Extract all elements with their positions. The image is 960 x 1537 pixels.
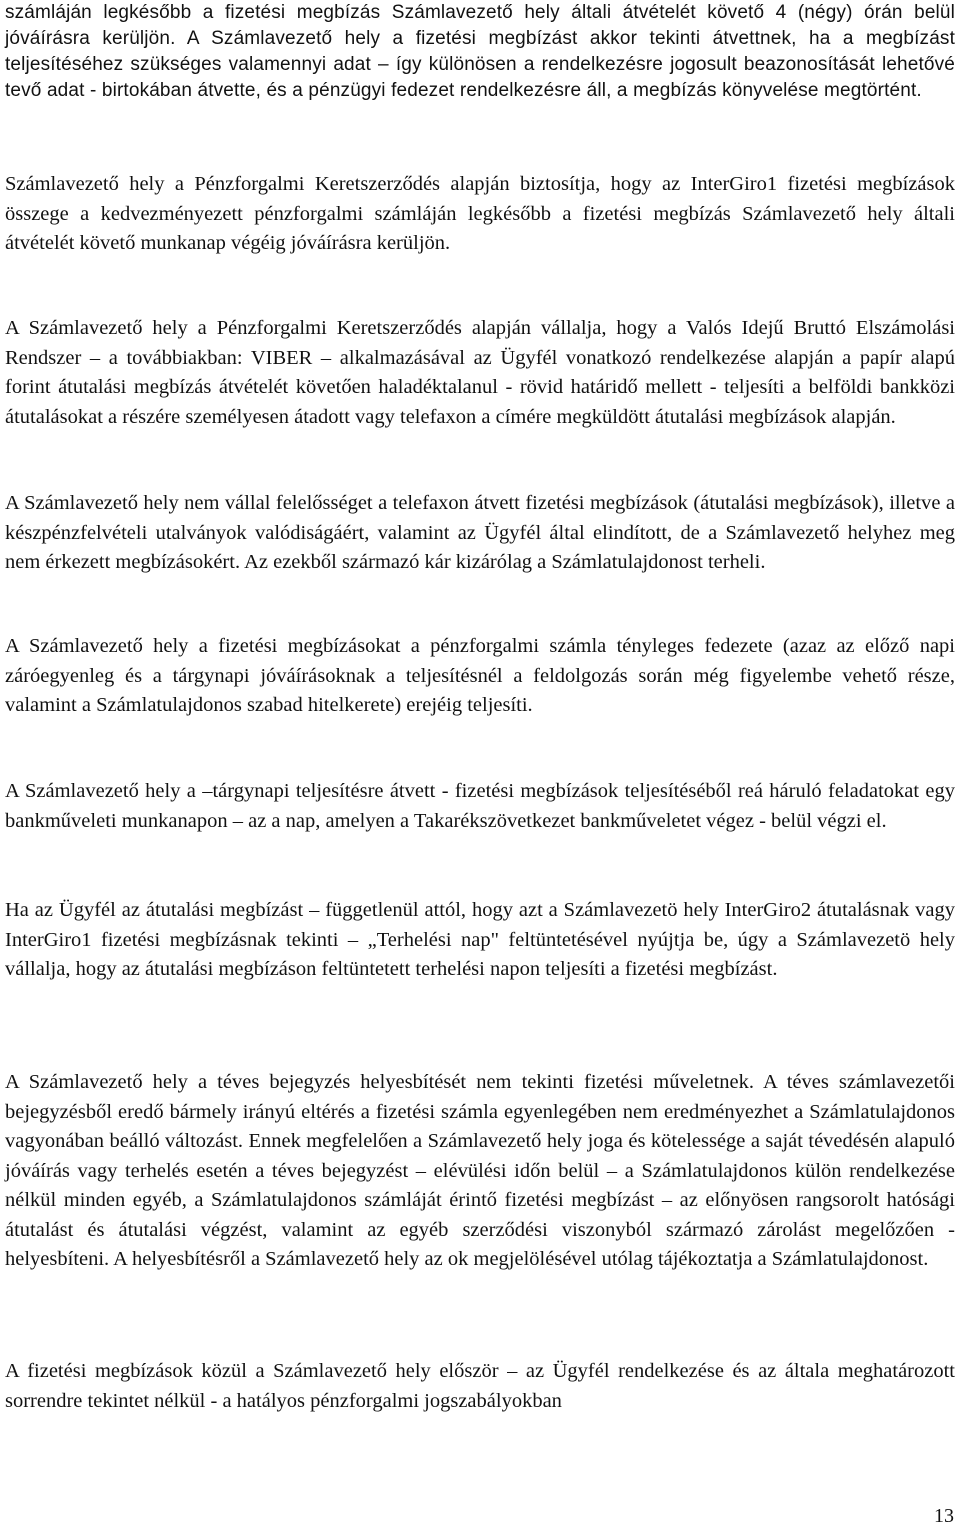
paragraph-transfer-credit-time: számláján legkésőbb a fizetési megbízás Számlavezető hely általi átvételét követő 4 (négy) órán belül jóváírásra kerüljön. A Számlavezető hely a fizetési megbízást akkor tekinti átvettnek, ha a megbízást teljesítéséhez szükséges valamennyi adat – így különösen a rendelkezésre jogosult beazonosítását lehetővé tevő adat - birtokában átvette, és a pénzügyi fedezet rendelkezésre áll, a megbízás könyvelése megtörtént.: [5, 2, 955, 101]
paragraph-fax-liability: A Számlavezető hely nem vállal felelősséget a telefaxon átvett fizetési megbízások (átutalási megbízások), illetve a készpénzfelvételi utalványok valódiságáért, valamint az Ügyfél által elindított, de a Számlavezető helyhez meg nem érkezett megbízásokért. Az ezekből származó kár kizárólag a Számlatulajdonost terheli.: [5, 492, 955, 573]
paragraph-coverage: A Számlavezető hely a fizetési megbízásokat a pénzforgalmi számla tényleges fedezete (azaz az előző napi záróegyenleg és a tárgynapi jóváírásoknak a teljesítésnél a feldolgozás során még figyelembe vehető része, valamint a Számlatulajdonos szabad hitelkerete) erejéig teljesíti.: [5, 635, 955, 716]
paragraph-payment-order-priority: A fizetési megbízások közül a Számlavezető hely először – az Ügyfél rendelkezése és az általa meghatározott sorrendre tekintet nélkül - a hatályos pénzforgalmi jogszabályokban: [5, 1360, 955, 1412]
paragraph-intergiro1-credit: Számlavezető hely a Pénzforgalmi Keretszerződés alapján biztosítja, hogy az InterGiro1 fizetési megbízások összege a kedvezményezett pénzforgalmi számláján legkésőbb a fizetési megbízás Számlavezető hely általi átvételét követő munkanap végéig jóváírásra kerüljön.: [5, 173, 955, 254]
paragraph-viber-transfers: A Számlavezető hely a Pénzforgalmi Keretszerződés alapján vállalja, hogy a Valós Idejű Bruttó Elszámolási Rendszer – a továbbiakban: VIBER – alkalmazásával az Ügyfél vonatkozó rendelkezése alapján a papír alapú forint átutalási megbízás átvételét követően haladéktalanul - rövid határidő mellett - teljesíti a belföldi bankközi átutalásokat a részére személyesen átadott vagy telefaxon a címére megküldött átutalási megbízások alapján.: [5, 317, 955, 428]
paragraph-erroneous-entry: A Számlavezető hely a téves bejegyzés helyesbítését nem tekinti fizetési műveletnek. A téves számlavezetői bejegyzésből eredő bármely irányú eltérés a fizetési számla egyenlegében nem eredményezhet a Számlatulajdonos vagyonában beálló változást. Ennek megfelelően a Számlavezető hely joga és kötelessége a saját tévedésén alapuló jóváírás vagy terhelés esetén a téves bejegyzést – elévülési időn belül – a Számlatulajdonos külön rendelkezése nélkül minden egyéb, a Számlatulajdonos számláját érintő fizetési megbízást – az előnyösen rangsorolt hatósági átutalást és átutalási végzést, valamint az egyéb szerződési viszonyból származó zárolást megelőzően - helyesbíteni. A helyesbítésről a Számlavezető hely az ok megjelölésével utólag tájékoztatja a Számlatulajdonost.: [5, 1071, 955, 1270]
page-number: 13: [934, 1505, 954, 1527]
paragraph-banking-day: A Számlavezető hely a –tárgynapi teljesítésre átvett - fizetési megbízások teljesítéséből reá háruló feladatokat egy bankműveleti munkanapon – az a nap, amelyen a Takarékszövetkezet bankműveletet végez - belül végzi el.: [5, 780, 955, 832]
paragraph-debit-day: Ha az Ügyfél az átutalási megbízást – függetlenül attól, hogy azt a Számlavezetö hely InterGiro2 átutalásnak vagy InterGiro1 fizetési megbízásnak tekinti – „Terhelési nap" feltüntetésével nyújtja be, úgy a Számlavezetö hely vállalja, hogy az átutalási megbízáson feltüntetett terhelési napon teljesíti a fizetési megbízást.: [5, 899, 955, 980]
